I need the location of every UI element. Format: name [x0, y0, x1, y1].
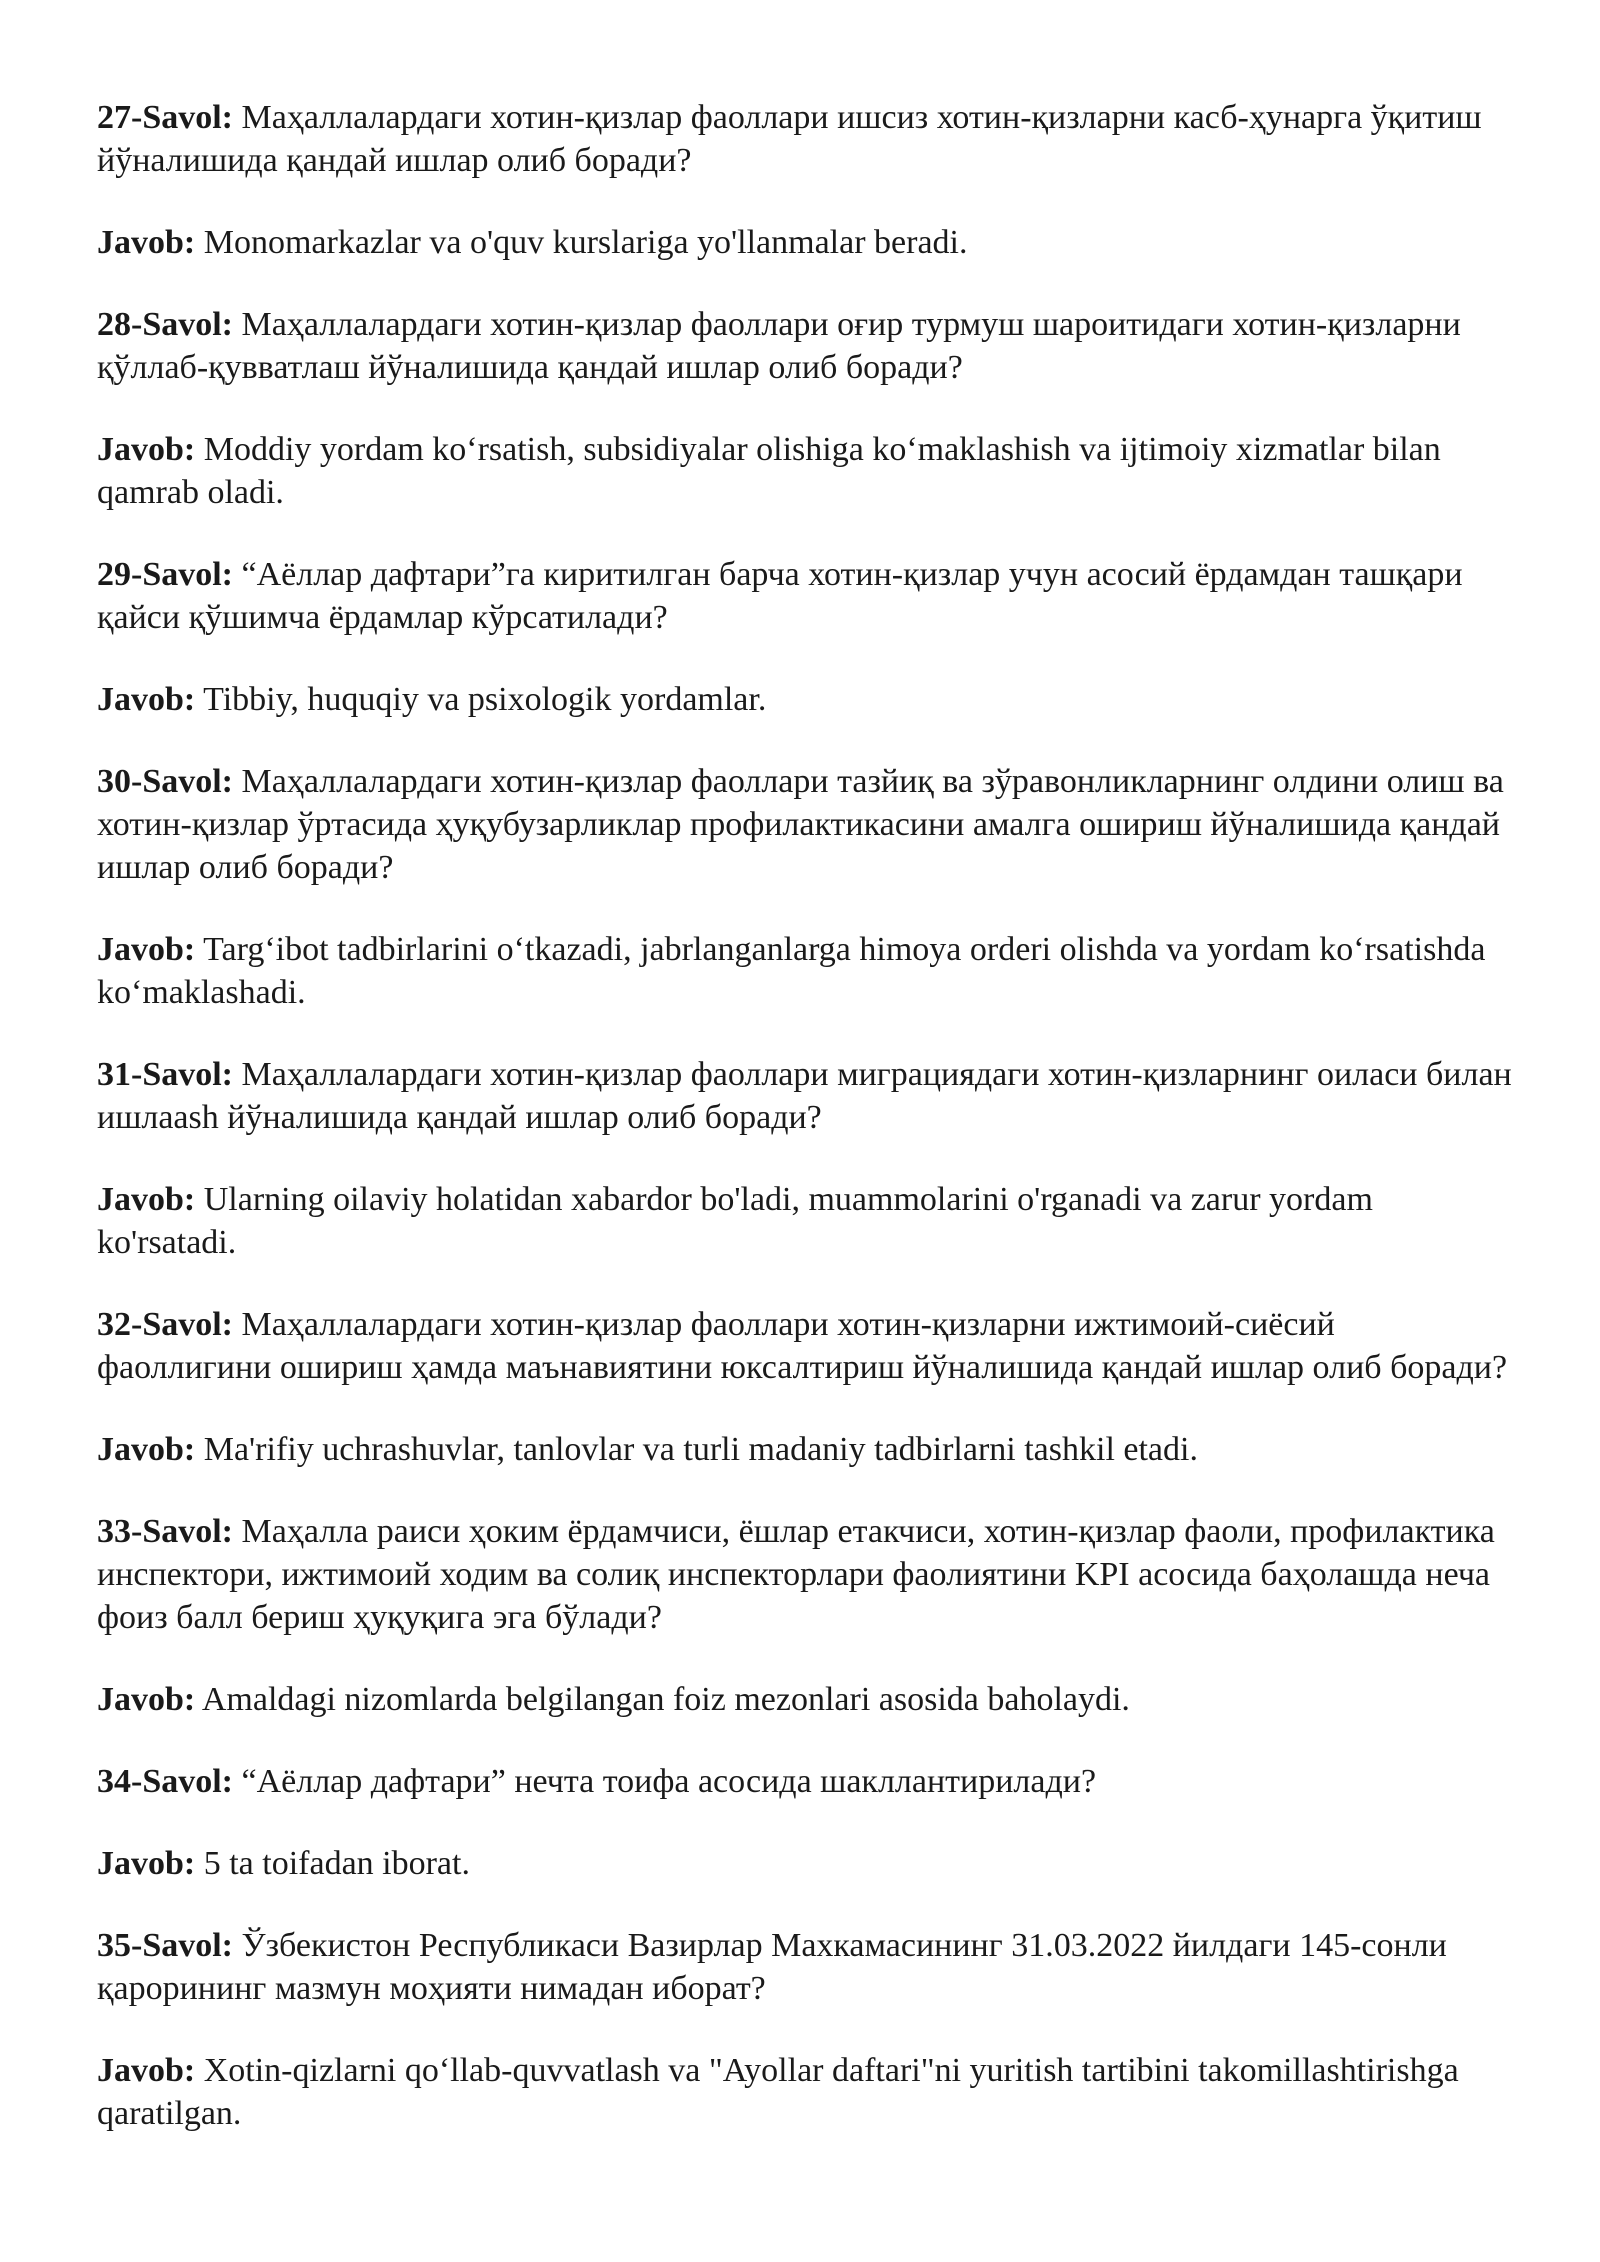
question-27: [97, 96, 1517, 182]
question-34: [97, 1760, 1517, 1803]
question-text: Маҳаллалардаги хотин-қизлар фаоллари оғир турмуш шароитидаги хотин-қизларни қўллаб-қувватлаш йўналишида қандай ишлар олиб боради?: [97, 306, 1461, 386]
question-29: [97, 553, 1517, 639]
answer-text: Targ‘ibot tadbirlarini o‘tkazadi, jabrlanganlarga himoya orderi olishda va yordam ko‘rsatishda ko‘maklashadi.: [97, 931, 1486, 1011]
answer-31: [97, 1178, 1517, 1264]
answer-32: [97, 1428, 1517, 1471]
question-32: [97, 1303, 1517, 1389]
answer-label: Javob:: [97, 1845, 196, 1882]
answer-label: Javob:: [97, 2052, 196, 2089]
answer-text: Amaldagi nizomlarda belgilangan foiz mezonlari asosida baholaydi.: [201, 1681, 1130, 1718]
question-label: 32-Savol:: [97, 1306, 233, 1343]
question-text: Маҳаллалардаги хотин-қизлар фаоллари ишсиз хотин-қизларни касб-ҳунарга ўқитиш йўналишида қандай ишлар олиб боради?: [97, 99, 1482, 179]
answer-33: [97, 1678, 1517, 1721]
answer-27: [97, 221, 1517, 264]
answer-text: 5 ta toifadan iborat.: [203, 1845, 470, 1882]
question-35: [97, 1924, 1517, 2010]
answer-34: [97, 1842, 1517, 1885]
answer-text: Moddiy yordam ko‘rsatish, subsidiyalar olishiga ko‘maklashish va ijtimoiy xizmatlar bilan qamrab oladi.: [97, 431, 1441, 511]
question-label: 28-Savol:: [97, 306, 233, 343]
answer-label: Javob:: [97, 224, 196, 261]
answer-text: Ma'rifiy uchrashuvlar, tanlovlar va turli madaniy tadbirlarni tashkil etadi.: [203, 1431, 1198, 1468]
question-text: Маҳаллалардаги хотин-қизлар фаоллари хотин-қизларни ижтимоий-сиёсий фаоллигини ошириш ҳамда маънавиятини юксалтириш йўналишида қандай ишлар олиб боради?: [97, 1306, 1508, 1386]
answer-label: Javob:: [97, 431, 196, 468]
answer-label: Javob:: [97, 931, 196, 968]
question-text: “Аёллар дафтари”га киритилган барча хотин-қизлар учун асосий ёрдамдан ташқари қайси қўшимча ёрдамлар кўрсатилади?: [97, 556, 1463, 636]
question-label: 34-Savol:: [97, 1763, 233, 1800]
answer-label: Javob:: [97, 1681, 196, 1718]
question-text: Маҳаллалардаги хотин-қизлар фаоллари миграциядаги хотин-қизларнинг оиласи билан ишлааsh йўналишида қандай ишлар олиб боради?: [97, 1056, 1512, 1136]
question-33: [97, 1510, 1517, 1639]
question-label: 33-Savol:: [97, 1513, 233, 1550]
question-30: [97, 760, 1517, 889]
answer-35: [97, 2049, 1517, 2135]
question-label: 30-Savol:: [97, 763, 233, 800]
question-text: Ўзбекистон Республикаси Вазирлар Махкамасининг 31.03.2022 йилдаги 145-сонли қарорининг мазмун моҳияти нимадан иборат?: [97, 1927, 1447, 2007]
question-text: Маҳалла раиси ҳоким ёрдамчиси, ёшлар етакчиси, хотин-қизлар фаоли, профилактика инспектори, ижтимоий ходим ва солиқ инспекторлари фаолиятини KPI асосида баҳолашда неча фоиз балл бериш ҳуқуқига эга бўлади?: [97, 1513, 1495, 1636]
answer-28: [97, 428, 1517, 514]
answer-29: [97, 678, 1517, 721]
answer-30: [97, 928, 1517, 1014]
question-label: 31-Savol:: [97, 1056, 233, 1093]
question-28: [97, 303, 1517, 389]
answer-text: Monomarkazlar va o'quv kurslariga yo'llanmalar beradi.: [203, 224, 968, 261]
question-text: “Аёллар дафтари” нечта тоифа асосида шакллантирилади?: [241, 1763, 1097, 1800]
answer-text: Xotin-qizlarni qo‘llab-quvvatlash va "Ayollar daftari"ni yuritish tartibini takomillashtirishga qaratilgan.: [97, 2052, 1459, 2132]
document-page: [97, 96, 1517, 2174]
question-text: Маҳаллалардаги хотин-қизлар фаоллари тазйиқ ва зўравонликларнинг олдини олиш ва хотин-қизлар ўртасида ҳуқубузарликлар профилактикасини амалга ошириш йўналишида қандай ишлар олиб боради?: [97, 763, 1504, 886]
answer-label: Javob:: [97, 1431, 196, 1468]
question-label: 29-Savol:: [97, 556, 233, 593]
question-label: 35-Savol:: [97, 1927, 233, 1964]
answer-label: Javob:: [97, 681, 196, 718]
answer-label: Javob:: [97, 1181, 196, 1218]
answer-text: Tibbiy, huquqiy va psixologik yordamlar.: [203, 681, 767, 718]
answer-text: Ularning oilaviy holatidan xabardor bo'ladi, muammolarini o'rganadi va zarur yordam ko'rsatadi.: [97, 1181, 1373, 1261]
question-label: 27-Savol:: [97, 99, 233, 136]
question-31: [97, 1053, 1517, 1139]
